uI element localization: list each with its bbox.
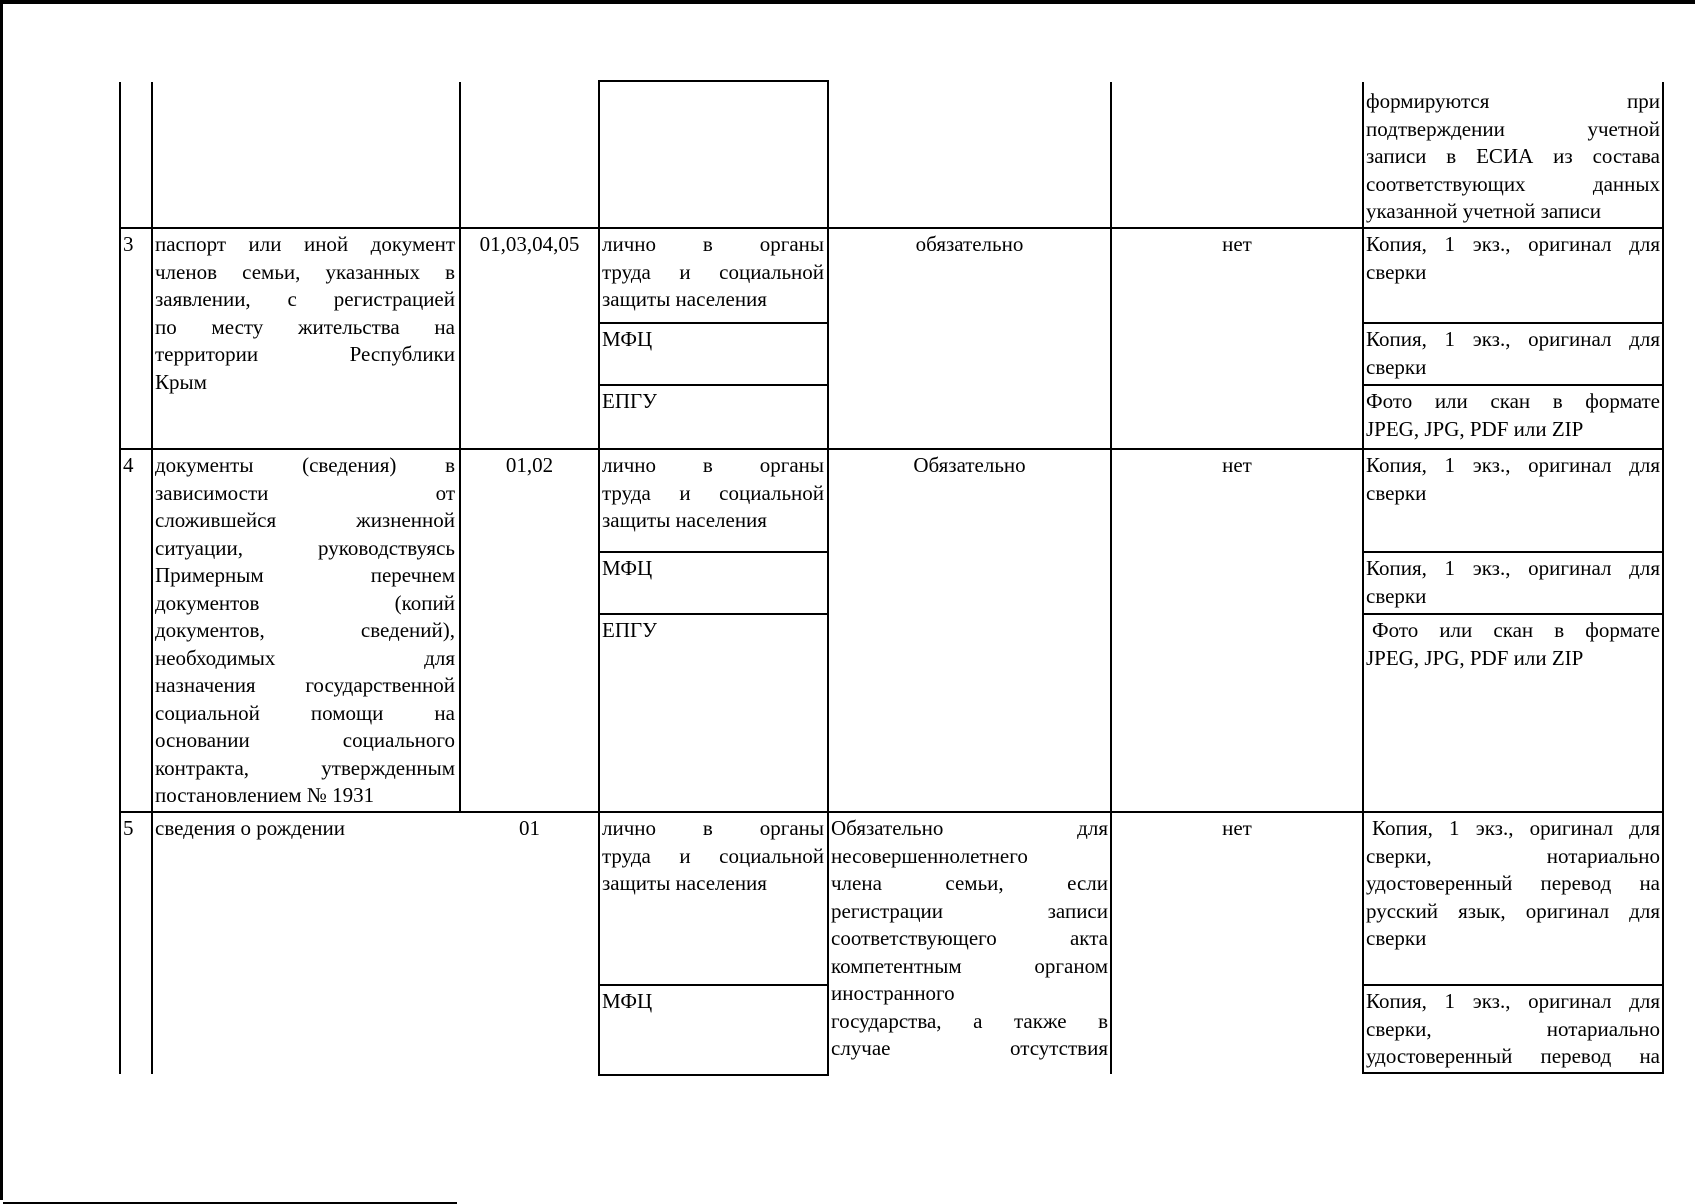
column6-cell: нет [1222, 232, 1252, 256]
table-border [827, 80, 829, 1076]
form-cell: Фото или скан в формате JPEG, JPG, PDF или ZIP [1366, 389, 1660, 441]
codes-cell: 01 [519, 816, 540, 840]
form-cell: Копия, 1 экз., оригинал для сверки, нотариально удостоверенный перевод на [1366, 989, 1660, 1068]
condition-cell: Обязательно [913, 453, 1026, 477]
column6-cell: нет [1222, 453, 1252, 477]
table-border [1362, 82, 1364, 1074]
document-name-cell: сведения о рождении [155, 816, 346, 840]
table-border [1362, 613, 1664, 615]
document-name-cell: паспорт или иной документ членов семьи, указанных в заявлении, с регистрацией по месту жительства на территории Республики Крым [155, 232, 455, 394]
form-cell: Копия, 1 экз., оригинал для сверки [1366, 453, 1660, 505]
table-border [119, 227, 1664, 229]
table-border [598, 322, 829, 324]
table-border [598, 984, 829, 986]
form-cell: Копия, 1 экз., оригинал для сверки [1366, 327, 1660, 379]
channel-cell: ЕПГУ [602, 618, 658, 642]
form-cell: формируются при подтверждении учетной записи в ЕСИА из состава соответствующих данных указанной учетной записи [1366, 89, 1660, 223]
condition-cell: обязательно [915, 232, 1024, 256]
document-name-cell: документы (сведения) в зависимости от сложившейся жизненной ситуации, руководствуясь Примерным перечнем документов (копий документов, сведений), необходимых для назначения государственной социальной помощи на основании социального контракта, утвержденным постановлением № 1931 [155, 453, 455, 807]
table-border [459, 82, 461, 812]
table-border [1362, 1072, 1664, 1074]
column6-cell: нет [1222, 816, 1252, 840]
row-number: 4 [123, 453, 134, 477]
table-border [598, 384, 829, 386]
table-border [598, 1074, 829, 1076]
channel-cell: лично в органы труда и социальной защиты населения [602, 816, 824, 895]
row-number: 5 [123, 816, 134, 840]
table-border [119, 811, 1664, 813]
table-border [119, 82, 121, 1074]
table-border [598, 80, 600, 1076]
table-border [1362, 384, 1664, 386]
table-border [151, 82, 153, 1074]
form-cell: Копия, 1 экз., оригинал для сверки, нотариально удостоверенный перевод на русский язык, оригинал для сверки [1366, 816, 1660, 950]
channel-cell: МФЦ [602, 989, 653, 1013]
table-border [598, 613, 829, 615]
table-border [598, 80, 829, 82]
channel-cell: ЕПГУ [602, 389, 658, 413]
form-cell: Копия, 1 экз., оригинал для сверки [1366, 232, 1660, 284]
form-cell: Копия, 1 экз., оригинал для сверки [1366, 556, 1660, 608]
codes-cell: 01,03,04,05 [479, 232, 580, 256]
table-border [1110, 82, 1112, 1074]
channel-cell: лично в органы труда и социальной защиты населения [602, 453, 824, 532]
table-border [1362, 984, 1664, 986]
channel-cell: МФЦ [602, 327, 653, 351]
channel-cell: лично в органы труда и социальной защиты населения [602, 232, 824, 311]
condition-cell: Обязательно для несовершеннолетнего члена семьи, если регистрации записи соответствующего акта компетентным органом иностранного государства, а также в случае отсутствия [831, 816, 1108, 1060]
channel-cell: МФЦ [602, 556, 653, 580]
table-border [1662, 82, 1664, 1074]
table-border [598, 551, 829, 553]
table-border [1362, 322, 1664, 324]
table-border [119, 448, 1664, 450]
form-cell: Фото или скан в формате JPEG, JPG, PDF или ZIP [1366, 618, 1660, 670]
row-number: 3 [123, 232, 134, 256]
table-border [1362, 551, 1664, 553]
codes-cell: 01,02 [505, 453, 554, 477]
